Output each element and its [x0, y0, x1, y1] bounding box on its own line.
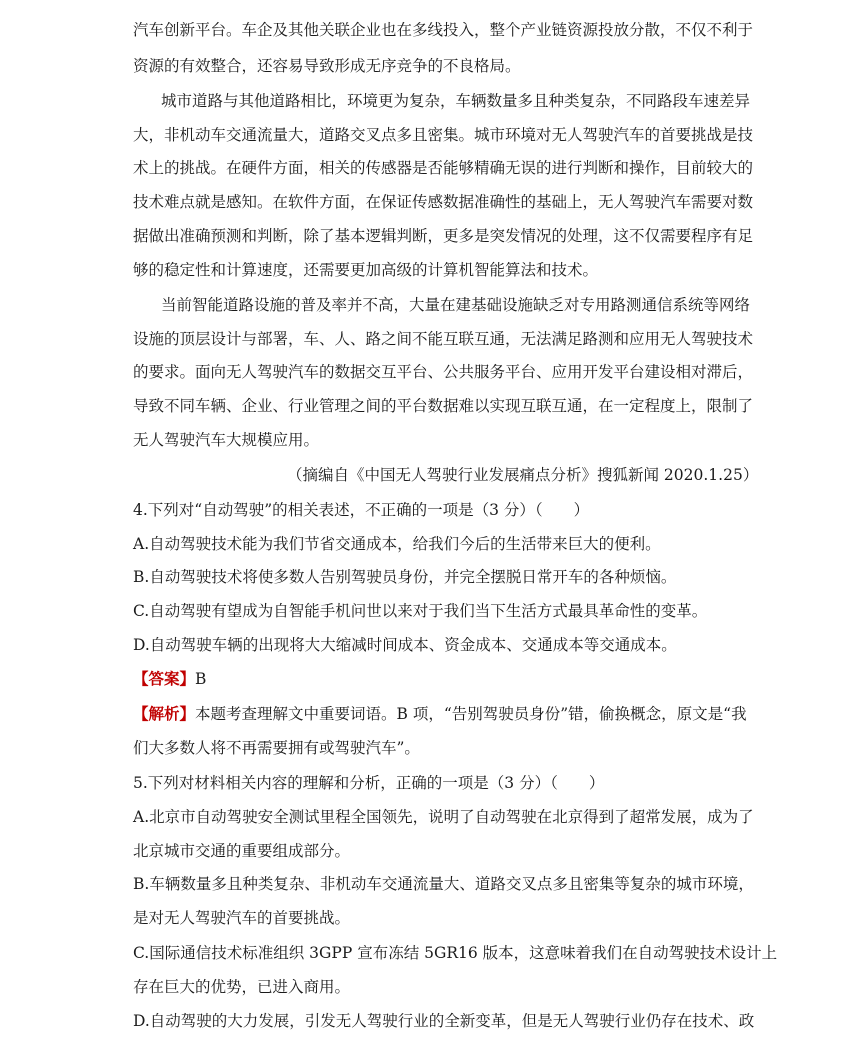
passage-line: 导致不同车辆、企业、行业管理之间的平台数据难以实现互联互通，在一定程度上，限制了	[133, 397, 754, 415]
question-5-option-d: D.自动驾驶的大力发展，引发无人驾驶行业的全新变革，但是无人驾驶行业仍存在技术、政	[133, 1012, 755, 1030]
analysis-text: 本题考查理解文中重要词语。B 项，“告别驾驶员身份”错，偷换概念，原文是“我	[195, 705, 747, 723]
question-5-option-c-cont: 存在巨大的优势，已进入商用。	[133, 978, 351, 996]
passage-line: 技术难点就是感知。在软件方面，在保证传感数据准确性的基础上，无人驾驶汽车需要对数	[133, 193, 754, 211]
question-4-analysis	[133, 704, 747, 726]
question-4-stem: 4.下列对“自动驾驶”的相关表述，不正确的一项是（3 分）（ ）	[133, 501, 590, 519]
question-4-option-b: B.自动驾驶技术将使多数人告别驾驶员身份，并完全摆脱日常开车的各种烦恼。	[133, 568, 677, 586]
passage-line: 够的稳定性和计算速度，还需要更加高级的计算机智能算法和技术。	[133, 261, 599, 279]
answer-value: B	[195, 670, 207, 688]
question-5-option-c: C.国际通信技术标准组织 3GPP 宣布冻结 5GR16 版本，这意味着我们在自动驾驶技术设计上	[133, 944, 778, 962]
question-5-option-a-cont: 北京城市交通的重要组成部分。	[133, 842, 351, 860]
passage-line: 的要求。面向无人驾驶汽车的数据交互平台、公共服务平台、应用开发平台建设相对滞后，	[133, 363, 754, 381]
passage-line: 当前智能道路设施的普及率并不高，大量在建基础设施缺乏对专用路测通信系统等网络	[161, 296, 751, 314]
question-5-option-a: A.北京市自动驾驶安全测试里程全国领先，说明了自动驾驶在北京得到了超常发展，成为了	[133, 808, 754, 826]
passage-line: 汽车创新平台。车企及其他关联企业也在多线投入，整个产业链资源投放分散，不仅不利于	[133, 21, 754, 39]
passage-line: 术上的挑战。在硬件方面，相关的传感器是否能够精确无误的进行判断和操作，目前较大的	[133, 159, 754, 177]
question-5-option-b-cont: 是对无人驾驶汽车的首要挑战。	[133, 909, 351, 927]
question-4-analysis-cont: 们大多数人将不再需要拥有或驾驶汽车”。	[133, 739, 420, 757]
passage-line: 资源的有效整合，还容易导致形成无序竞争的不良格局。	[133, 57, 521, 75]
answer-tag: 【答案】	[133, 669, 196, 688]
question-4-option-d: D.自动驾驶车辆的出现将大大缩减时间成本、资金成本、交通成本等交通成本。	[133, 636, 677, 654]
passage-line: 设施的顶层设计与部署，车、人、路之间不能互联互通，无法满足路测和应用无人驾驶技术	[133, 330, 754, 348]
passage-line: 城市道路与其他道路相比，环境更为复杂，车辆数量多且种类复杂，不同路段车速差异	[161, 92, 751, 110]
passage-line: 大，非机动车交通流量大，道路交叉点多且密集。城市环境对无人驾驶汽车的首要挑战是技	[133, 126, 754, 144]
passage-source: （摘编自《中国无人驾驶行业发展痛点分析》搜狐新闻 2020.1.25）	[287, 466, 759, 484]
passage-line: 无人驾驶汽车大规模应用。	[133, 431, 320, 449]
question-4-option-c: C.自动驾驶有望成为自智能手机问世以来对于我们当下生活方式最具革命性的变革。	[133, 602, 708, 620]
passage-line: 据做出准确预测和判断，除了基本逻辑判断，更多是突发情况的处理，这不仅需要程序有足	[133, 227, 754, 245]
question-4-option-a: A.自动驾驶技术能为我们节省交通成本，给我们今后的生活带来巨大的便利。	[133, 535, 661, 553]
question-4-answer	[133, 669, 741, 691]
question-5-stem: 5.下列对材料相关内容的理解和分析，正确的一项是（3 分）（ ）	[133, 774, 605, 792]
question-5-option-b: B.车辆数量多且种类复杂、非机动车交通流量大、道路交叉点多且密集等复杂的城市环境，	[133, 875, 754, 893]
analysis-tag: 【解析】	[133, 704, 196, 723]
